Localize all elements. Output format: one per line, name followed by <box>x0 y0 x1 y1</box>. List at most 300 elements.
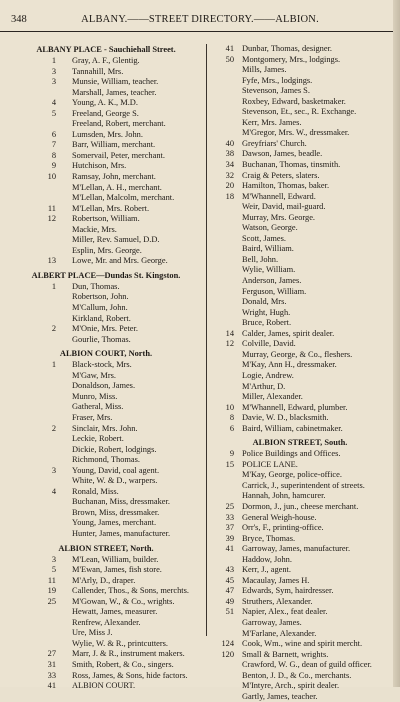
directory-entry <box>40 660 206 671</box>
resident-name: Young, James, merchant. <box>72 518 157 528</box>
street-heading-text: ALBION STREET, North. <box>58 543 154 553</box>
resident-name: Young, David, coal agent. <box>72 465 160 475</box>
directory-entry <box>206 213 394 224</box>
resident-name: Stevenson, Et., sec., R. Exchange. <box>242 107 357 117</box>
house-number: 120 <box>221 649 234 659</box>
resident-name: Hewatt, James, measurer. <box>72 607 158 617</box>
directory-entry <box>40 607 206 618</box>
resident-name: Logie, Andrew. <box>242 370 294 380</box>
directory-entry <box>206 513 394 524</box>
directory-entry <box>40 225 206 236</box>
resident-name: M'Farlane, Alexander. <box>242 628 317 638</box>
house-number: 50 <box>225 54 234 64</box>
house-number: 11 <box>47 203 56 213</box>
directory-entry <box>40 314 206 325</box>
house-number: 5 <box>51 565 56 575</box>
house-number: 41 <box>225 544 234 554</box>
directory-entry <box>206 86 394 97</box>
resident-name: Wylie, William. <box>242 265 296 275</box>
house-number: 39 <box>225 533 234 543</box>
directory-entry <box>40 335 206 346</box>
resident-name: Ramsay, John, merchant. <box>72 172 156 182</box>
resident-name: Murray, George, & Co., fleshers. <box>242 349 353 359</box>
directory-entry <box>40 88 206 99</box>
resident-name: Baird, William. <box>242 244 294 254</box>
resident-name: Murray, Mrs. George. <box>242 212 316 222</box>
directory-entry <box>40 681 206 692</box>
house-number: 40 <box>225 138 234 148</box>
resident-name: Barr, William, merchant. <box>72 140 156 150</box>
street-heading-text: ALBERT PLACE—Dundas St. Kingston. <box>31 270 181 280</box>
resident-name: Baird, William, cabinetmaker. <box>242 423 343 433</box>
directory-entry <box>40 140 206 151</box>
directory-entry <box>40 109 206 120</box>
resident-name: Munro, Miss. <box>72 391 118 401</box>
directory-entry <box>206 555 394 566</box>
resident-name: Kirkland, Robert. <box>72 313 131 323</box>
directory-entry <box>206 318 394 329</box>
resident-name: Dormon, J., jun., cheese merchant. <box>242 501 359 511</box>
resident-name: Napier, Alex., feat dealer. <box>242 607 328 617</box>
directory-entry <box>206 350 394 361</box>
resident-name: Calder, James, spirit dealer. <box>242 328 335 338</box>
house-number: 18 <box>225 191 234 201</box>
house-number: 20 <box>225 181 234 191</box>
directory-entry <box>40 119 206 130</box>
directory-entry <box>206 403 394 414</box>
house-number: 19 <box>47 586 56 596</box>
resident-name: Craig & Peters, slaters. <box>242 170 320 180</box>
house-number: 27 <box>47 649 56 659</box>
directory-entry <box>206 234 394 245</box>
directory-entry <box>40 324 206 335</box>
directory-entry <box>206 392 394 403</box>
resident-name: Police Buildings and Offices. <box>242 449 341 459</box>
resident-name: M'Intyre, Arch., spirit dealer. <box>242 681 340 691</box>
resident-name: M'Kay, Ann H., dressmaker. <box>242 360 337 370</box>
directory-entry <box>40 183 206 194</box>
resident-name: Colville, David. <box>242 339 296 349</box>
directory-entry <box>206 192 394 203</box>
resident-name: Ure, Miss J. <box>72 628 113 638</box>
directory-entry <box>40 204 206 215</box>
resident-name: Miller, Rev. Samuel, D.D. <box>72 235 160 245</box>
directory-entry <box>40 424 206 435</box>
house-number: 41 <box>47 681 56 691</box>
resident-name: Stevenson, James S. <box>242 86 310 96</box>
resident-name: Bell, John. <box>242 254 279 264</box>
house-number: 49 <box>225 596 234 606</box>
resident-name: Sinclair, Mrs. John. <box>72 423 138 433</box>
directory-entry <box>40 487 206 498</box>
resident-name: Young, A. K., M.D. <box>72 98 138 108</box>
directory-entry <box>206 565 394 576</box>
directory-entry <box>206 491 394 502</box>
resident-name: Kerr, J., agent. <box>242 565 291 575</box>
resident-name: Garroway, James, manufacturer. <box>242 544 351 554</box>
resident-name: Fraser, Mrs. <box>72 412 113 422</box>
directory-entry <box>206 586 394 597</box>
house-number: 4 <box>51 486 56 496</box>
resident-name: M'Gowan, W., & Co., wrights. <box>72 596 175 606</box>
resident-name: Macaulay, James H. <box>242 575 310 585</box>
resident-name: Crawford, W. G., dean of guild officer. <box>242 660 372 670</box>
directory-entry <box>40 130 206 141</box>
resident-name: Dickie, Robert, lodgings. <box>72 444 157 454</box>
page-edge <box>393 0 400 687</box>
directory-entry <box>206 149 394 160</box>
directory-entry <box>206 629 394 640</box>
directory-entry <box>40 413 206 424</box>
resident-name: Hannah, John, hamcurer. <box>242 491 326 501</box>
directory-entry <box>40 476 206 487</box>
right-column <box>206 44 394 702</box>
directory-entry <box>40 671 206 682</box>
house-number: 3 <box>51 554 56 564</box>
resident-name: Orr's, F., printing-office. <box>242 523 324 533</box>
directory-entry <box>206 692 394 702</box>
directory-entry <box>206 76 394 87</box>
street-heading-text: ALBION COURT, North. <box>59 349 153 359</box>
house-number: 7 <box>51 140 56 150</box>
resident-name: Wylie, W. & R., printcutters. <box>72 638 169 648</box>
directory-entry <box>40 565 206 576</box>
directory-entry <box>40 402 206 413</box>
house-number: 14 <box>225 328 234 338</box>
resident-name: White, W. & D., warpers. <box>72 476 158 486</box>
street-heading-text: ALBANY PLACE - Sauchiehall Street. <box>36 45 176 54</box>
directory-entry <box>40 282 206 293</box>
directory-entry <box>40 172 206 183</box>
house-number: 34 <box>225 160 234 170</box>
resident-name: Hunter, James, manufacturer. <box>72 528 171 538</box>
resident-name: Buchanan, Miss, dressmaker. <box>72 497 170 507</box>
directory-entry <box>40 246 206 257</box>
directory-entry <box>40 639 206 650</box>
directory-entry <box>206 276 394 287</box>
directory-entry <box>206 160 394 171</box>
directory-entry <box>40 618 206 629</box>
house-number: 32 <box>225 170 234 180</box>
resident-name: Robertson, William. <box>72 214 140 224</box>
resident-name: Ronald, Miss. <box>72 486 119 496</box>
street-heading <box>40 543 206 555</box>
directory-entry <box>40 235 206 246</box>
resident-name: Marshall, James, teacher. <box>72 87 157 97</box>
house-number: 12 <box>47 214 56 224</box>
resident-name: Wright, Hugh. <box>242 307 291 317</box>
resident-name: Robertson, John. <box>72 292 129 302</box>
resident-name: Esplin, Mrs. George. <box>72 245 142 255</box>
house-number: 37 <box>225 523 234 533</box>
house-number: 13 <box>47 256 56 266</box>
house-number: 1 <box>51 281 56 291</box>
directory-entry <box>206 371 394 382</box>
directory-entry <box>40 529 206 540</box>
house-number: 10 <box>47 172 56 182</box>
resident-name: M'Onie, Mrs. Peter. <box>72 324 138 334</box>
resident-name: Gartly, James, teacher. <box>242 691 318 701</box>
house-number: 15 <box>225 459 234 469</box>
resident-name: M'Lellan, Mrs. Robert. <box>72 203 150 213</box>
directory-entry <box>206 255 394 266</box>
page-number: 348 <box>11 14 27 25</box>
directory-entry <box>206 460 394 471</box>
house-number: 31 <box>47 659 56 669</box>
house-number: 38 <box>225 149 234 159</box>
running-title: ALBANY.——STREET DIRECTORY.——ALBION. <box>81 14 319 25</box>
house-number: 4 <box>51 98 56 108</box>
house-number: 10 <box>225 402 234 412</box>
directory-entry <box>206 181 394 192</box>
directory-entry <box>206 534 394 545</box>
house-number: 3 <box>51 77 56 87</box>
directory-entry <box>40 628 206 639</box>
directory-entry <box>206 171 394 182</box>
house-number: 43 <box>225 565 234 575</box>
directory-entry <box>40 292 206 303</box>
directory-entry <box>206 382 394 393</box>
house-number: 3 <box>51 66 56 76</box>
directory-entry <box>206 650 394 661</box>
directory-entry <box>206 470 394 481</box>
resident-name: Miller, Alexander. <box>242 392 303 402</box>
resident-name: Haddow, John. <box>242 554 292 564</box>
street-heading <box>40 348 206 360</box>
resident-name: Weir, David, mail-guard. <box>242 202 326 212</box>
left-column <box>31 44 206 692</box>
directory-entry <box>40 576 206 587</box>
directory-entry <box>206 308 394 319</box>
resident-name: Montgomery, Mrs., lodgings. <box>242 54 341 64</box>
directory-entry <box>206 660 394 671</box>
house-number: 25 <box>225 501 234 511</box>
house-number: 1 <box>51 56 56 65</box>
street-heading <box>31 270 206 282</box>
resident-name: Donaldson, James. <box>72 381 136 391</box>
resident-name: Hamilton, Thomas, baker. <box>242 181 330 191</box>
directory-entry <box>206 597 394 608</box>
resident-name: Ross, James, & Sons, hide factors. <box>72 670 188 680</box>
directory-entry <box>40 56 206 67</box>
resident-name: Cook, Wm., wine and spirit mercht. <box>242 639 363 649</box>
directory-entry <box>206 360 394 371</box>
house-number: 124 <box>221 639 234 649</box>
directory-entry <box>206 502 394 513</box>
directory-entry <box>206 55 394 66</box>
directory-entry <box>206 576 394 587</box>
house-number: 6 <box>51 129 56 139</box>
resident-name: Watson, George. <box>242 223 298 233</box>
resident-name: Lowe, Mr. and Mrs. George. <box>72 256 168 266</box>
resident-name: Gray, A. F., Glentig. <box>72 56 140 65</box>
resident-name: Leckie, Robert. <box>72 434 124 444</box>
resident-name: Benton, J. D., & Co., merchants. <box>242 670 352 680</box>
directory-entry <box>40 360 206 371</box>
directory-entry <box>40 555 206 566</box>
resident-name: Garroway, James. <box>242 617 302 627</box>
directory-entry <box>40 256 206 267</box>
resident-name: Brown, Miss, dressmaker. <box>72 507 160 517</box>
directory-entry <box>206 44 394 55</box>
directory-entry <box>206 107 394 118</box>
directory-entry <box>206 339 394 350</box>
directory-entry <box>40 508 206 519</box>
resident-name: POLICE LANE. <box>242 459 298 469</box>
house-number: 8 <box>229 413 234 423</box>
house-number: 33 <box>225 512 234 522</box>
resident-name: M'Gregor, Mrs. W., dressmaker. <box>242 128 350 138</box>
directory-entry <box>40 161 206 172</box>
resident-name: Anderson, James. <box>242 276 302 286</box>
directory-entry <box>206 287 394 298</box>
resident-name: Gatheral, Miss. <box>72 402 124 412</box>
directory-entry <box>40 151 206 162</box>
header-rule <box>0 31 400 32</box>
directory-entry <box>206 202 394 213</box>
resident-name: Buchanan, Thomas, tinsmith. <box>242 160 341 170</box>
resident-name: Lumsden, Mrs. John. <box>72 129 143 139</box>
resident-name: Gourlie, Thomas. <box>72 334 131 344</box>
resident-name: Donald, Mrs. <box>242 297 287 307</box>
house-number: 9 <box>51 161 56 171</box>
resident-name: ALBION COURT. <box>72 681 136 691</box>
resident-name: Dawson, James, beadle. <box>242 149 323 159</box>
resident-name: M'Lellan, A. H., merchant. <box>72 182 162 192</box>
house-number: 6 <box>229 423 234 433</box>
directory-entry <box>206 118 394 129</box>
directory-entry <box>40 597 206 608</box>
resident-name: Smith, Robert, & Co., singers. <box>72 659 174 669</box>
resident-name: Scott, James. <box>242 233 286 243</box>
directory-entry <box>206 297 394 308</box>
directory-entry <box>206 639 394 650</box>
resident-name: Davie, W. D., blacksmith. <box>242 413 329 423</box>
resident-name: Roxbey, Edward, basketmaker. <box>242 96 346 106</box>
directory-entry <box>206 424 394 435</box>
directory-entry <box>40 98 206 109</box>
resident-name: Mills, James. <box>242 65 287 75</box>
resident-name: Tannahill, Mrs. <box>72 66 124 76</box>
house-number: 33 <box>47 670 56 680</box>
resident-name: Bruce, Robert. <box>242 318 292 328</box>
directory-entry <box>206 329 394 340</box>
house-number: 5 <box>51 108 56 118</box>
house-number: 12 <box>225 339 234 349</box>
resident-name: Renfrew, Alexander. <box>72 617 141 627</box>
directory-entry <box>206 607 394 618</box>
directory-entry <box>40 434 206 445</box>
resident-name: Kerr, Mrs. James. <box>242 117 302 127</box>
house-number: 25 <box>47 596 56 606</box>
resident-name: Munsie, William, teacher. <box>72 77 159 87</box>
resident-name: Struthers, Alexander. <box>242 596 313 606</box>
directory-entry <box>40 466 206 477</box>
resident-name: Edwards, Sym, hairdresser. <box>242 586 334 596</box>
directory-entry <box>206 223 394 234</box>
directory-entry <box>206 413 394 424</box>
directory-entry <box>40 392 206 403</box>
directory-entry <box>40 371 206 382</box>
directory-entry <box>40 77 206 88</box>
house-number: 11 <box>47 575 56 585</box>
directory-entry <box>206 523 394 534</box>
resident-name: Marr, J. & R., instrument makers. <box>72 649 185 659</box>
resident-name: Callender, Thos., & Sons, merchts. <box>72 586 189 596</box>
street-heading <box>206 437 394 449</box>
directory-entry <box>40 455 206 466</box>
directory-entry <box>40 445 206 456</box>
directory-entry <box>206 65 394 76</box>
resident-name: M'Whannell, Edward, plumber. <box>242 402 348 412</box>
house-number: 2 <box>51 324 56 334</box>
resident-name: Dunbar, Thomas, designer. <box>242 44 332 53</box>
house-number: 2 <box>51 423 56 433</box>
resident-name: Greyfriars' Church. <box>242 138 307 148</box>
directory-entry <box>206 618 394 629</box>
directory-entry <box>206 481 394 492</box>
directory-entry <box>40 649 206 660</box>
resident-name: Fyfe, Mrs., lodgings. <box>242 75 313 85</box>
house-number: 47 <box>225 586 234 596</box>
directory-entry <box>40 381 206 392</box>
directory-entry <box>206 544 394 555</box>
directory-entry <box>40 518 206 529</box>
resident-name: Black-stock, Mrs. <box>72 360 132 370</box>
house-number: 51 <box>225 607 234 617</box>
directory-entry <box>40 214 206 225</box>
resident-name: Small & Barnett, wrights. <box>242 649 329 659</box>
directory-entry <box>206 244 394 255</box>
directory-entry <box>40 303 206 314</box>
directory-entry <box>206 449 394 460</box>
resident-name: M'Ewan, James, fish store. <box>72 565 162 575</box>
resident-name: M'Arthur, D. <box>242 381 286 391</box>
directory-entry <box>40 67 206 78</box>
directory-entry <box>206 681 394 692</box>
directory-entry <box>206 265 394 276</box>
resident-name: M'Lellan, Malcolm, merchant. <box>72 193 175 203</box>
street-heading <box>36 44 206 56</box>
directory-entry <box>40 586 206 597</box>
resident-name: M'Lean, William, builder. <box>72 554 159 564</box>
directory-entry <box>206 128 394 139</box>
resident-name: Freeland, Robert, merchant. <box>72 119 166 129</box>
directory-entry <box>40 497 206 508</box>
resident-name: Freeland, George S. <box>72 108 139 118</box>
resident-name: M'Whannell, Edward. <box>242 191 316 201</box>
page-header <box>0 14 400 28</box>
resident-name: M'Kay, George, police-office. <box>242 470 342 480</box>
house-number: 9 <box>229 449 234 459</box>
street-heading-text: ALBION STREET, South. <box>252 438 348 448</box>
house-number: 8 <box>51 150 56 160</box>
resident-name: Mackie, Mrs. <box>72 224 117 234</box>
resident-name: Bryce, Thomas. <box>242 533 296 543</box>
house-number: 1 <box>51 360 56 370</box>
resident-name: Richmond, Thomas. <box>72 455 141 465</box>
directory-entry <box>206 671 394 682</box>
resident-name: M'Callum, John. <box>72 303 128 313</box>
resident-name: M'Arly, D., draper. <box>72 575 136 585</box>
house-number: 3 <box>51 465 56 475</box>
resident-name: Somervail, Peter, merchant. <box>72 150 165 160</box>
resident-name: General Weigh-house. <box>242 512 317 522</box>
resident-name: Carrick, J., superintendent of streets. <box>242 480 365 490</box>
resident-name: Hutchison, Mrs. <box>72 161 127 171</box>
resident-name: Ferguson, William. <box>242 286 307 296</box>
house-number: 45 <box>225 575 234 585</box>
